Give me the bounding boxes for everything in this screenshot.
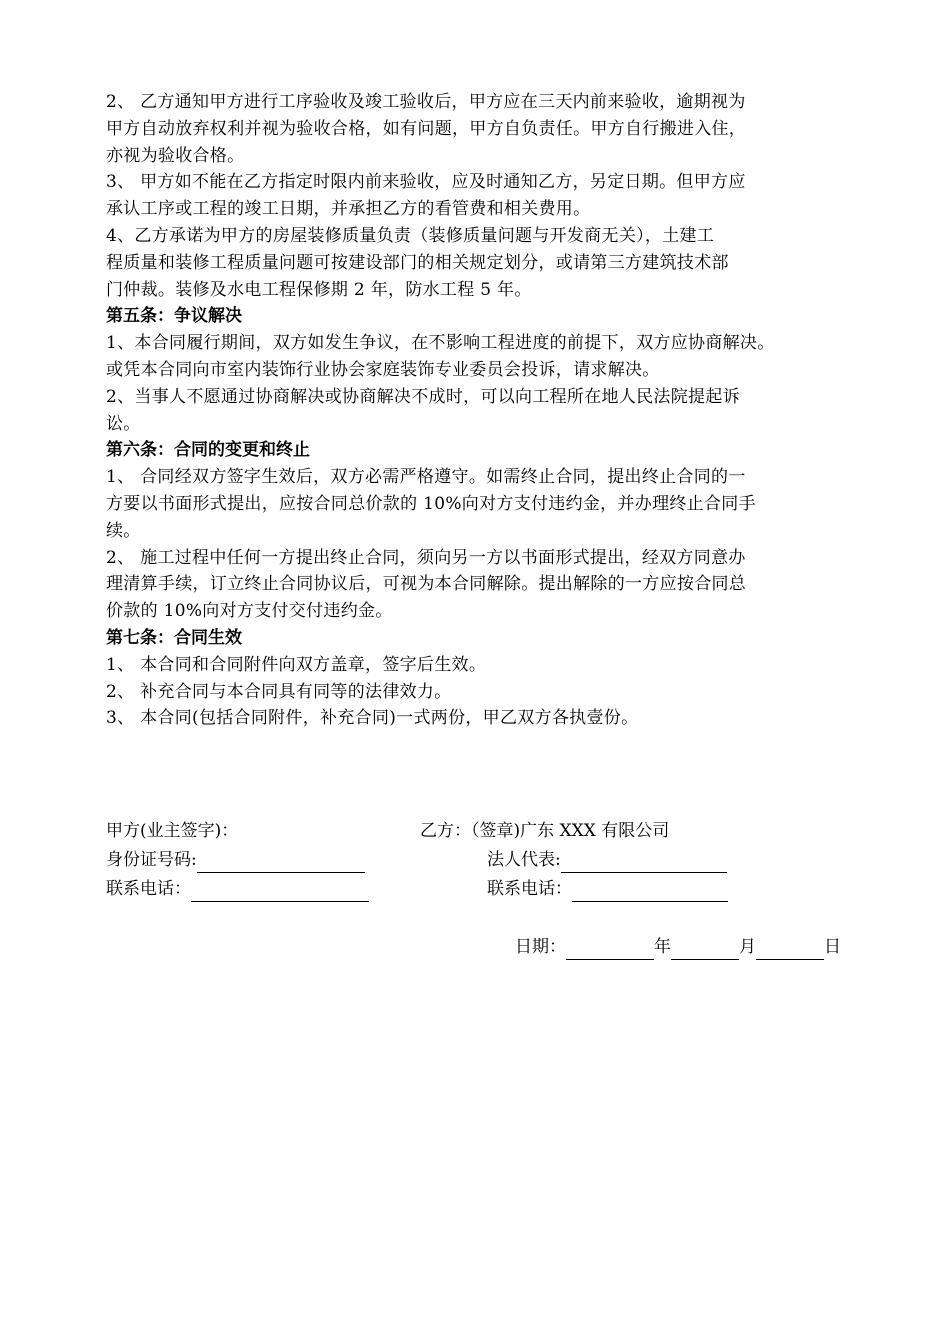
id-number-label: 身份证号码: bbox=[106, 850, 197, 870]
clause-6-item-2 bbox=[106, 545, 866, 625]
legal-rep-label: 法人代表: bbox=[487, 850, 561, 870]
text-line: 4、乙方承诺为甲方的房屋装修质量负责（装修质量问题与开发商无关），土建工 bbox=[106, 225, 715, 246]
party-b-label: 乙方：（签章)广东 XXX 有限公司 bbox=[420, 821, 670, 841]
clause-6-item-1 bbox=[106, 464, 866, 544]
section-5-heading: 第五条：争议解决 bbox=[106, 306, 242, 327]
text-line: 或凭本合同向市室内装饰行业协会家庭装饰专业委员会投诉，请求解决。 bbox=[106, 359, 660, 380]
text-line: 理清算手续，订立终止合同协议后，可视为本合同解除。提出解除的一方应按合同总 bbox=[106, 574, 747, 595]
text-line: 方要以书面形式提出，应按合同总价款的 10%向对方支付违约金，并办理终止合同手 bbox=[106, 493, 756, 514]
clause-4-item-3 bbox=[106, 169, 866, 223]
day-label: 日 bbox=[824, 937, 841, 957]
text-line: 3、 本合同(包括合同附件，补充合同)一式两份，甲乙双方各执壹份。 bbox=[106, 708, 639, 729]
phone-row-a bbox=[106, 876, 369, 902]
text-line: 1、本合同履行期间，双方如发生争议，在不影响工程进度的前提下，双方应协商解决。 bbox=[106, 333, 775, 354]
phone-blank-b bbox=[572, 883, 728, 902]
text-line: 讼。 bbox=[106, 413, 141, 434]
text-line: 甲方自动放弃权利并视为验收合格，如有问题，甲方自负责任。甲方自行搬进入住， bbox=[106, 118, 747, 139]
contract-page bbox=[106, 89, 866, 732]
clause-4-item-4 bbox=[106, 223, 866, 303]
legal-rep-row bbox=[487, 847, 727, 873]
section-7-heading: 第七条：合同生效 bbox=[106, 627, 242, 648]
text-line: 2、 乙方通知甲方进行工序验收及竣工验收后，甲方应在三天内前来验收，逾期视为 bbox=[106, 92, 746, 112]
legal-rep-blank bbox=[561, 854, 727, 873]
phone-label-b: 联系电话： bbox=[487, 879, 572, 899]
date-row bbox=[515, 934, 841, 960]
text-line: 1、 合同经双方签字生效后，双方必需严格遵守。如需终止合同，提出终止合同的一 bbox=[106, 467, 746, 488]
month-blank bbox=[671, 941, 739, 960]
phone-blank-a bbox=[191, 883, 369, 902]
month-label: 月 bbox=[739, 937, 756, 957]
text-line: 程质量和装修工程质量问题可按建设部门的相关规定划分，或请第三方建筑技术部 bbox=[106, 252, 729, 273]
day-blank bbox=[756, 941, 824, 960]
text-line: 门仲裁。装修及水电工程保修期 2 年，防水工程 5 年。 bbox=[106, 279, 532, 300]
text-line: 承认工序或工程的竣工日期，并承担乙方的看管费和相关费用。 bbox=[106, 199, 591, 220]
text-line: 3、 甲方如不能在乙方指定时限内前来验收，应及时通知乙方，另定日期。但甲方应 bbox=[106, 172, 746, 193]
text-line: 亦视为验收合格。 bbox=[106, 145, 245, 166]
text-line: 1、 本合同和合同附件向双方盖章，签字后生效。 bbox=[106, 654, 487, 675]
clause-4-item-2 bbox=[106, 89, 866, 169]
year-blank bbox=[566, 941, 654, 960]
party-a-label: 甲方(业主签字)： bbox=[106, 821, 239, 841]
text-line: 2、 施工过程中任何一方提出终止合同，须向另一方以书面形式提出，经双方同意办 bbox=[106, 547, 746, 568]
clause-5-item-1 bbox=[106, 330, 866, 384]
text-line: 2、 补充合同与本合同具有同等的法律效力。 bbox=[106, 681, 452, 702]
clause-5-item-2 bbox=[106, 384, 866, 438]
date-label: 日期： bbox=[515, 937, 566, 957]
clause-7-items bbox=[106, 652, 866, 732]
text-line: 续。 bbox=[106, 520, 141, 541]
year-label: 年 bbox=[654, 937, 671, 957]
text-line: 价款的 10%向对方支付交付违约金。 bbox=[106, 601, 393, 622]
text-line: 2、当事人不愿通过协商解决或协商解决不成时，可以向工程所在地人民法院提起诉 bbox=[106, 386, 740, 407]
phone-row-b bbox=[487, 876, 728, 902]
id-number-row bbox=[106, 847, 365, 873]
id-number-blank bbox=[197, 854, 365, 873]
phone-label-a: 联系电话： bbox=[106, 879, 191, 899]
section-6-heading: 第六条：合同的变更和终止 bbox=[106, 440, 310, 461]
